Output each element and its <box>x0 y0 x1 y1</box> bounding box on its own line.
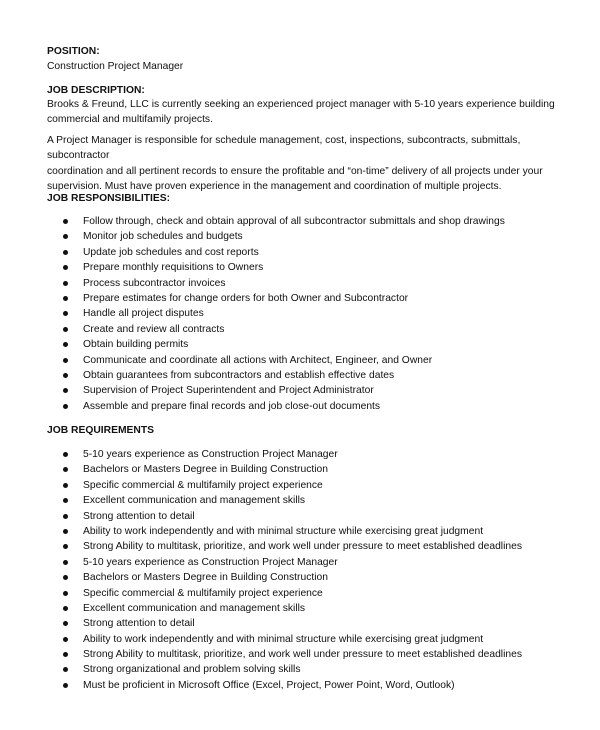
responsibility-item <box>0 337 505 352</box>
list-item-text: Excellent communication and management skills <box>83 495 306 507</box>
list-item-text: Obtain guarantees from subcontractors and establish effective dates <box>83 369 395 381</box>
list-item-text: Supervision of Project Superintendent and Project Administrator <box>83 385 374 397</box>
list-item-text: Strong Ability to multitask, prioritize, and work well under pressure to meet established deadlines <box>83 541 522 553</box>
bullet-icon <box>63 606 68 611</box>
responsibility-item <box>0 260 505 275</box>
list-item-text: Must be proficient in Microsoft Office (Excel, Project, Power Point, Word, Outlook) <box>83 679 455 691</box>
responsibility-item <box>0 229 505 244</box>
bullet-icon <box>63 529 68 534</box>
responsibility-item <box>0 383 505 398</box>
bullet-icon <box>63 483 68 488</box>
requirement-item <box>0 462 522 477</box>
bullet-icon <box>63 404 68 409</box>
bullet-icon <box>63 575 68 580</box>
requirement-item <box>0 678 522 693</box>
list-item-text: Handle all project disputes <box>83 308 204 320</box>
requirement-item <box>0 647 522 662</box>
responsibilities-list <box>0 214 505 414</box>
bullet-icon <box>63 514 68 519</box>
responsibility-item <box>0 245 505 260</box>
requirement-item <box>0 478 522 493</box>
bullet-icon <box>63 250 68 255</box>
requirement-item <box>0 524 522 539</box>
list-item-text: Update job schedules and cost reports <box>83 246 259 258</box>
requirement-item <box>0 601 522 616</box>
responsibility-item <box>0 276 505 291</box>
bullet-icon <box>63 373 68 378</box>
list-item-text: 5-10 years experience as Construction Project Manager <box>83 556 338 568</box>
requirement-item <box>0 539 522 554</box>
bullet-icon <box>63 388 68 393</box>
position-title: Construction Project Manager <box>47 61 184 72</box>
list-item-text: Prepare monthly requisitions to Owners <box>83 262 264 274</box>
list-item-text: Strong attention to detail <box>83 618 195 630</box>
bullet-icon <box>63 219 68 224</box>
bullet-icon <box>63 311 68 316</box>
bullet-icon <box>63 637 68 642</box>
responsibilities-heading: JOB RESPONSIBILITIES: <box>47 193 171 204</box>
list-item-text: Specific commercial & multifamily project experience <box>83 587 323 599</box>
responsibility-item <box>0 322 505 337</box>
requirement-item <box>0 632 522 647</box>
bullet-icon <box>63 467 68 472</box>
bullet-icon <box>63 544 68 549</box>
list-item-text: Prepare estimates for change orders for both Owner and Subcontractor <box>83 292 409 304</box>
requirement-item <box>0 570 522 585</box>
requirement-item <box>0 509 522 524</box>
paragraph-line: commercial and multifamily projects. <box>47 114 213 126</box>
list-item-text: Follow through, check and obtain approval of all subcontractor submittals and shop drawings <box>83 216 505 227</box>
list-item-text: Strong organizational and problem solving skills <box>83 664 301 676</box>
bullet-icon <box>63 296 68 301</box>
requirement-item <box>0 586 522 601</box>
bullet-icon <box>63 281 68 286</box>
bullet-icon <box>63 452 68 457</box>
bullet-icon <box>63 265 68 270</box>
bullet-icon <box>63 327 68 332</box>
requirement-item <box>0 662 522 677</box>
bullet-icon <box>63 358 68 363</box>
list-item-text: Strong attention to detail <box>83 510 195 522</box>
bullet-icon <box>63 234 68 239</box>
list-item-text: Bachelors or Masters Degree in Building Construction <box>83 464 328 476</box>
job-description-paragraph-2 <box>47 133 567 194</box>
responsibility-item <box>0 306 505 321</box>
requirements-heading: JOB REQUIREMENTS <box>47 425 154 436</box>
requirement-item <box>0 555 522 570</box>
job-description-heading: JOB DESCRIPTION: <box>47 85 145 96</box>
requirement-item <box>0 447 522 462</box>
list-item-text: Process subcontractor invoices <box>83 277 226 289</box>
list-item-text: Ability to work independently and with minimal structure while exercising great judgment <box>83 633 484 645</box>
bullet-icon <box>63 591 68 596</box>
list-item-text: Obtain building permits <box>83 339 189 351</box>
responsibility-item <box>0 399 505 414</box>
responsibility-item <box>0 291 505 306</box>
requirement-item <box>0 493 522 508</box>
list-item-text: Bachelors or Masters Degree in Building Construction <box>83 572 328 584</box>
job-description-paragraph-1 <box>47 97 567 128</box>
paragraph-line: A Project Manager is responsible for schedule management, cost, inspections, subcontracts, submittals, subcontractor <box>47 135 521 162</box>
list-item-text: Communicate and coordinate all actions with Architect, Engineer, and Owner <box>83 354 433 366</box>
list-item-text: Monitor job schedules and budgets <box>83 231 243 243</box>
responsibility-item <box>0 353 505 368</box>
bullet-icon <box>63 342 68 347</box>
list-item-text: Assemble and prepare final records and job close-out documents <box>83 400 381 412</box>
list-item-text: Strong Ability to multitask, prioritize, and work well under pressure to meet established deadlines <box>83 649 522 661</box>
list-item-text: Ability to work independently and with minimal structure while exercising great judgment <box>83 525 484 537</box>
responsibility-item <box>0 214 505 229</box>
paragraph-line: Brooks & Freund, LLC is currently seeking an experienced project manager with 5-10 years experience building <box>47 99 555 110</box>
bullet-icon <box>63 667 68 672</box>
requirement-item <box>0 616 522 631</box>
responsibility-item <box>0 368 505 383</box>
bullet-icon <box>63 560 68 565</box>
list-item-text: Specific commercial & multifamily project experience <box>83 479 323 491</box>
bullet-icon <box>63 652 68 657</box>
bullet-icon <box>63 621 68 626</box>
position-heading: POSITION: <box>47 46 100 57</box>
bullet-icon <box>63 498 68 503</box>
requirements-list <box>0 447 522 693</box>
list-item-text: Create and review all contracts <box>83 323 225 335</box>
list-item-text: 5-10 years experience as Construction Project Manager <box>83 449 338 460</box>
list-item-text: Excellent communication and management skills <box>83 602 306 614</box>
bullet-icon <box>63 683 68 688</box>
paragraph-line: supervision. Must have proven experience in the management and coordination of multiple projects. <box>47 180 502 192</box>
paragraph-line: coordination and all pertinent records to ensure the profitable and “on-time” delivery of all projects under your <box>47 165 543 177</box>
